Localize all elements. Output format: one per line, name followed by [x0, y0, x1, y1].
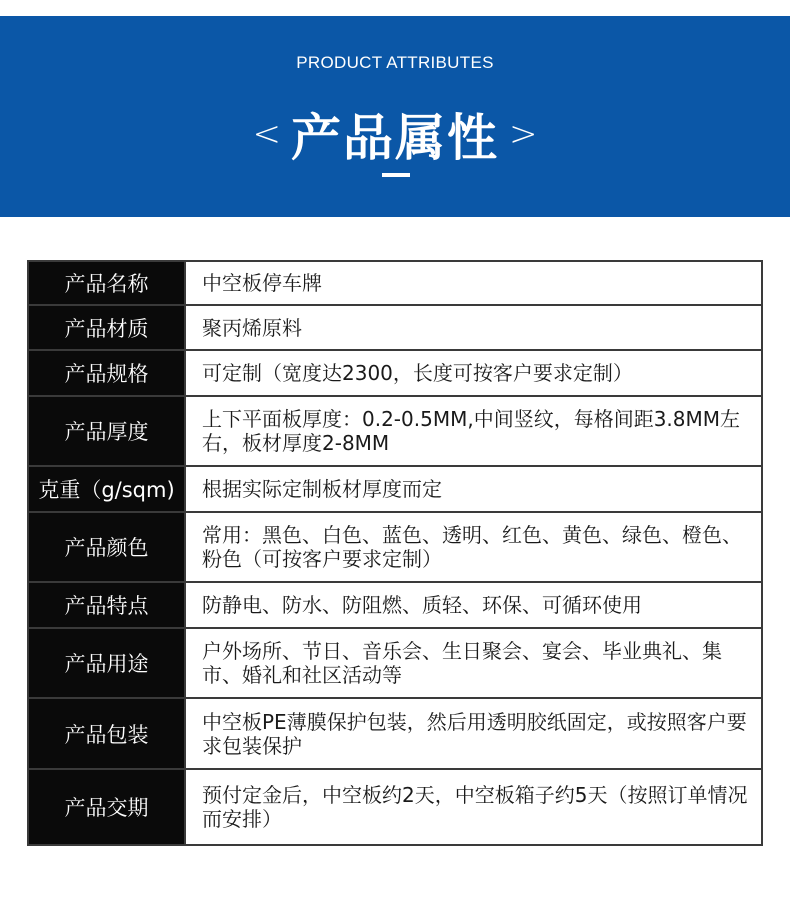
table-row — [29, 629, 761, 699]
attribute-value: 根据实际定制板材厚度而定 — [202, 477, 442, 501]
attribute-value: 户外场所、节日、音乐会、生日聚会、宴会、毕业典礼、集市、婚礼和社区活动等 — [202, 639, 722, 687]
table-row — [29, 351, 761, 397]
attribute-value: 常用：黑色、白色、蓝色、透明、红色、黄色、绿色、橙色、粉色（可按客户要求定制） — [202, 523, 742, 571]
attribute-value: 可定制（宽度达2300，长度可按客户要求定制） — [202, 361, 633, 385]
attribute-label: 产品颜色 — [29, 513, 186, 581]
attribute-value: 聚丙烯原料 — [202, 315, 302, 340]
banner-title-row — [0, 98, 790, 170]
attribute-label: 产品特点 — [29, 583, 186, 627]
left-bracket: < — [252, 114, 281, 154]
title-underline — [382, 173, 410, 177]
table-row — [29, 467, 761, 513]
table-row — [29, 397, 761, 467]
attribute-value: 中空板PE薄膜保护包装，然后用透明胶纸固定，或按照客户要求包装保护 — [202, 709, 747, 758]
table-row — [29, 770, 761, 846]
attribute-label: 产品包装 — [29, 699, 186, 768]
right-bracket: > — [509, 114, 538, 154]
attribute-label: 产品规格 — [29, 351, 186, 395]
attribute-value: 上下平面板厚度：0.2-0.5MM,中间竖纹，每格间距3.8MM左右，板材厚度2-8MM — [202, 407, 741, 455]
attribute-label: 产品名称 — [29, 262, 186, 304]
table-row — [29, 306, 761, 351]
banner-subtitle: PRODUCT ATTRIBUTES — [296, 53, 494, 72]
attribute-label: 产品用途 — [29, 629, 186, 697]
header-banner — [0, 16, 790, 217]
attribute-value: 中空板停车牌 — [202, 271, 322, 295]
attribute-value: 防静电、防水、防阻燃、质轻、环保、可循环使用 — [202, 593, 642, 617]
table-row — [29, 262, 761, 306]
table-row — [29, 583, 761, 629]
table-row — [29, 699, 761, 770]
attribute-label: 克重（g/sqm) — [29, 467, 186, 511]
banner-title: 产品属性 — [291, 109, 499, 167]
attribute-label: 产品交期 — [29, 770, 186, 844]
attribute-label: 产品厚度 — [29, 397, 186, 465]
attribute-label: 产品材质 — [29, 306, 186, 349]
attributes-table — [27, 260, 763, 846]
table-row — [29, 513, 761, 583]
attribute-value: 预付定金后，中空板约2天，中空板箱子约5天（按照订单情况而安排） — [202, 783, 748, 831]
